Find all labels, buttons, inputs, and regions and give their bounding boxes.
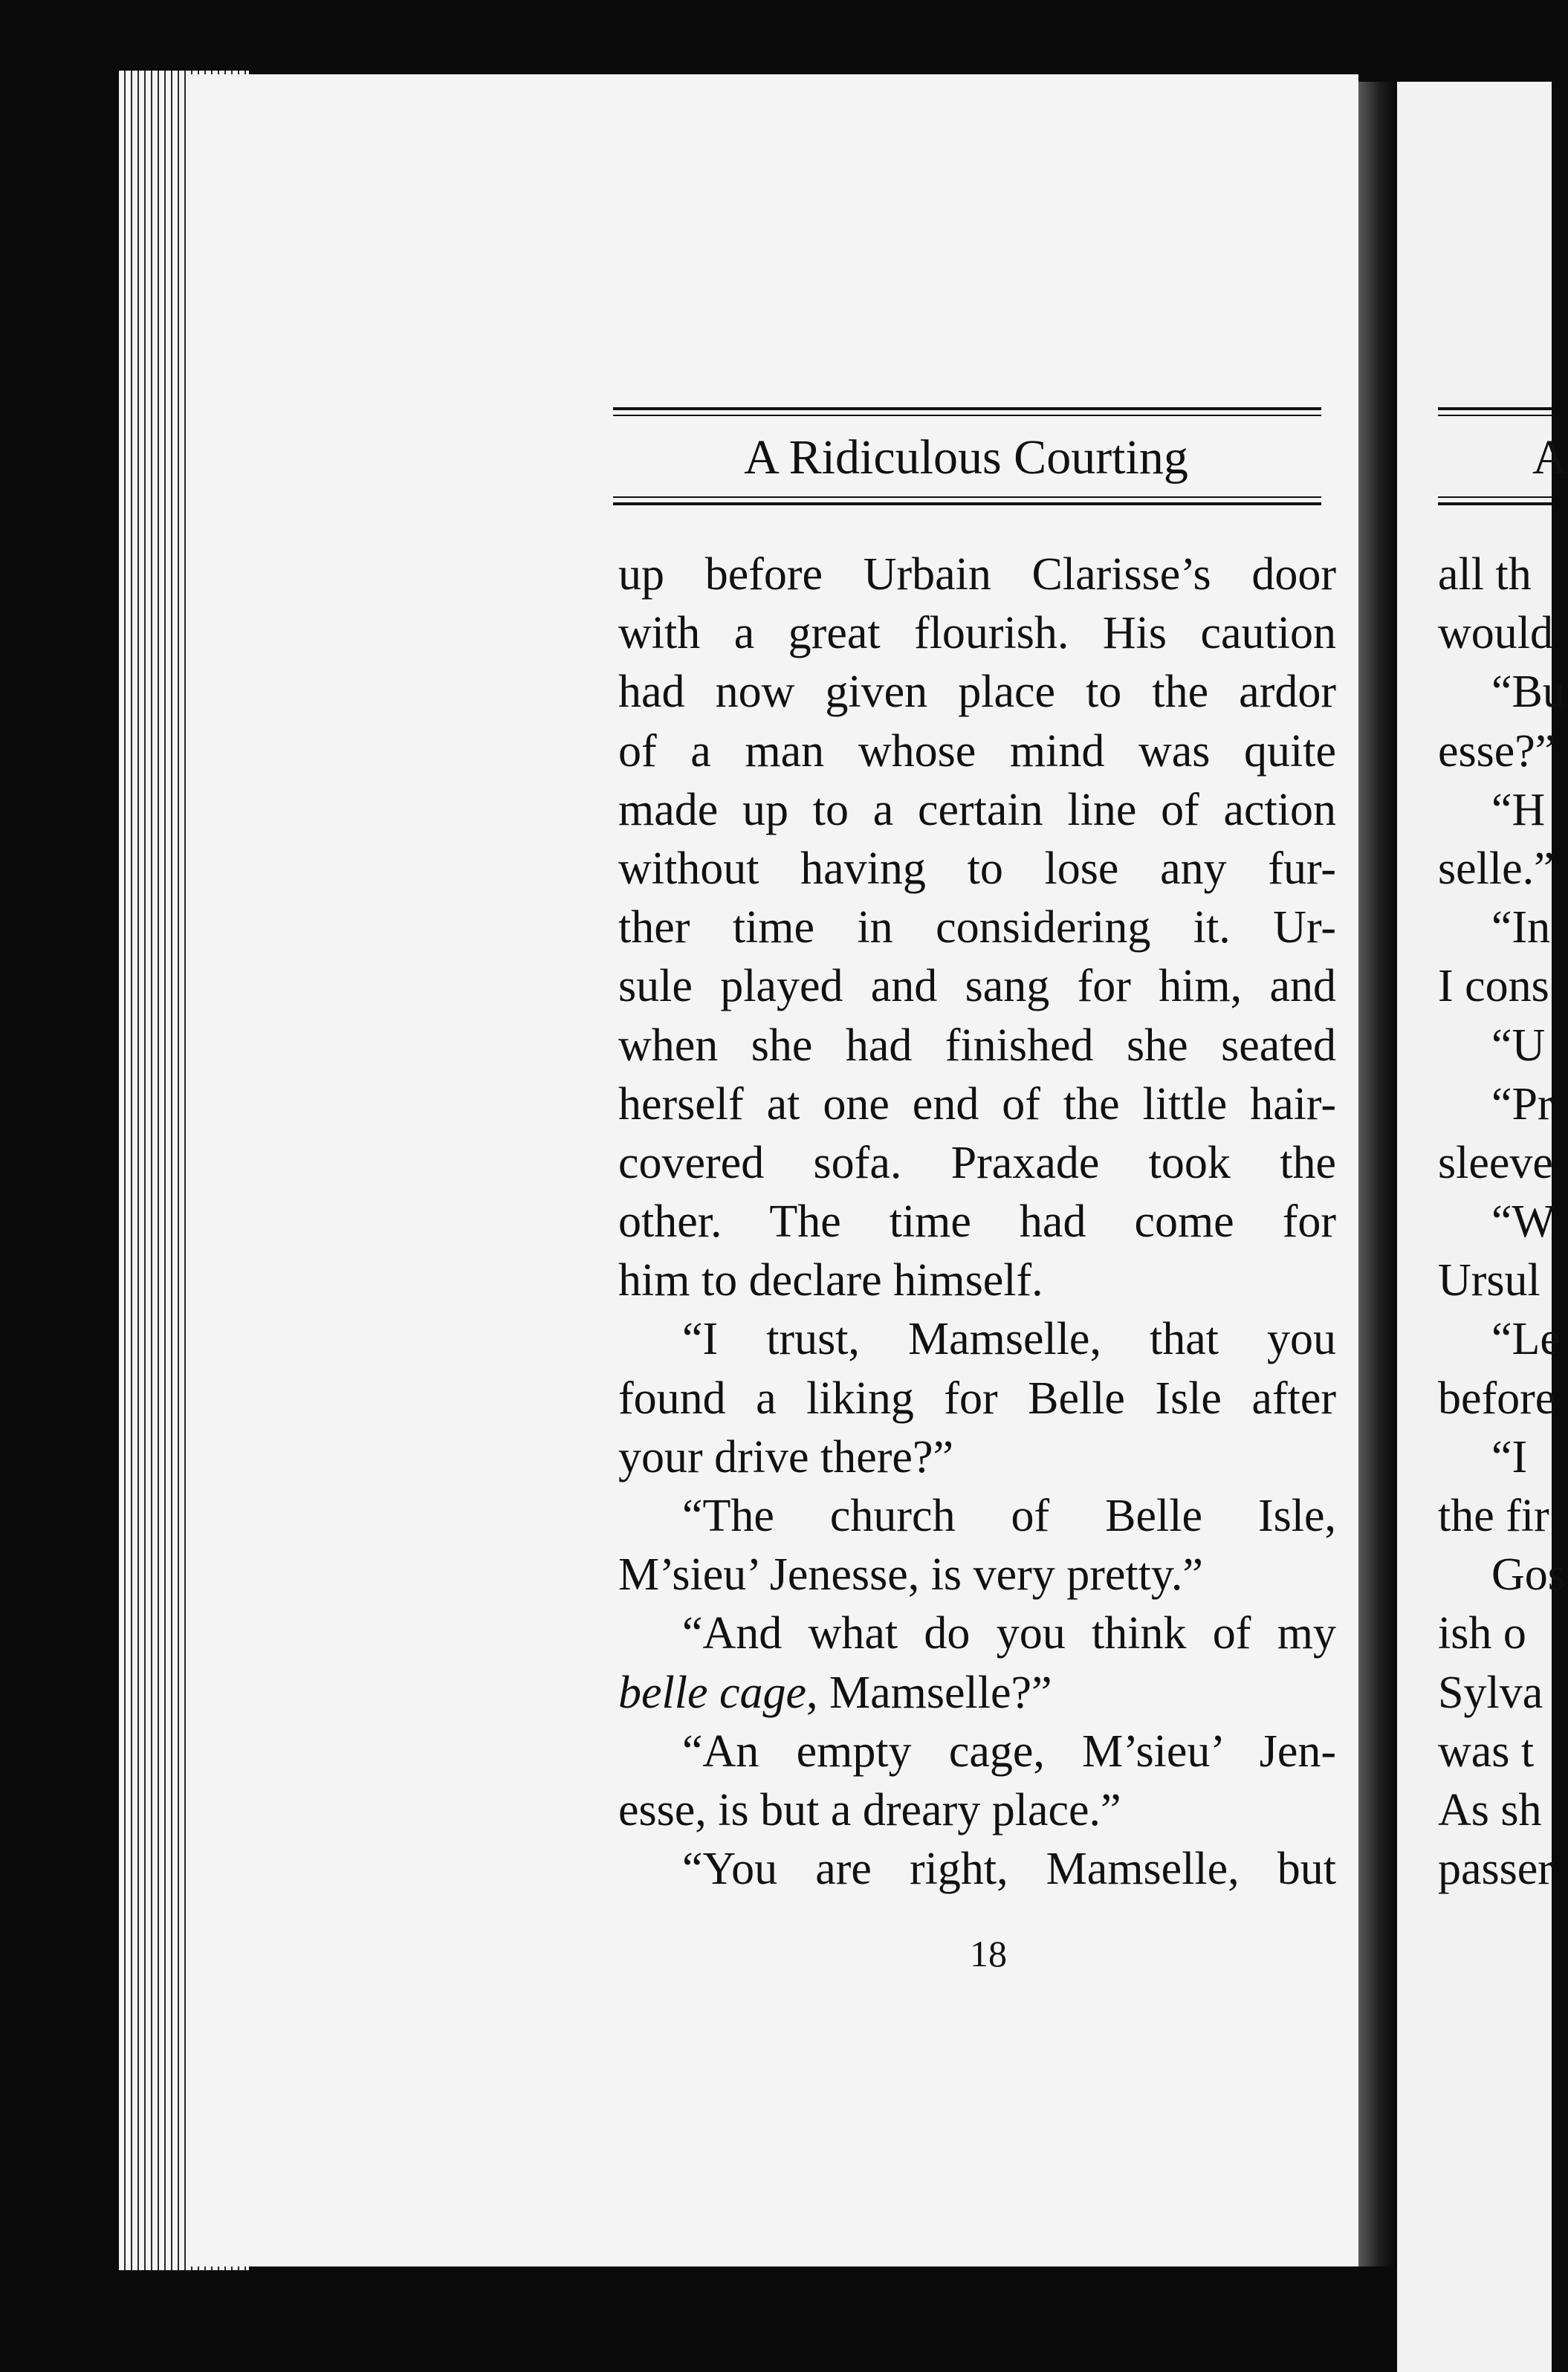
right-page-text [1438,545,1566,1899]
right-text-line: “W [1491,1196,1556,1248]
text-line [618,1251,1336,1310]
book-gutter [1358,82,1397,2266]
text-line [618,898,1336,957]
header-rule-bottom-thin [613,496,1321,498]
right-text-line: “U [1491,1020,1546,1071]
text-run: other. The time had come for [618,1196,1336,1248]
text-line [618,604,1336,663]
right-text-line: would [1438,608,1553,659]
text-line [618,1193,1336,1251]
text-line [618,1134,1336,1193]
text-line [618,1840,1336,1899]
right-text-line: “I [1491,1431,1528,1482]
text-line [618,1604,1336,1663]
text-run: herself at one end of the little hair- [618,1078,1336,1130]
header-rule-bottom [613,502,1321,505]
text-line [618,1370,1336,1428]
text-line [618,1075,1336,1134]
text-run: him to declare himself. [618,1255,1043,1306]
text-run: found a liking for Belle Isle after [618,1373,1336,1424]
text-line [618,545,1336,604]
text-line [618,663,1336,722]
right-text-line: passer [1438,1844,1553,1895]
text-run: “The church of Belle Isle, [682,1491,1336,1541]
right-text-line: Ursul [1438,1255,1541,1306]
right-text-line: sleeve [1438,1137,1553,1188]
page-number: 18 [970,1933,1007,1974]
text-line [618,1723,1336,1781]
text-run: “I trust, Mamselle, that you [682,1314,1336,1365]
text-run: when she had finished she seated [618,1020,1336,1071]
right-text-line: before [1438,1373,1556,1424]
right-text-line: esse?” [1438,725,1556,777]
right-text-line: the fir [1438,1491,1549,1541]
text-line [618,1310,1336,1369]
text-line [618,722,1336,781]
right-running-head: A [1532,430,1568,485]
right-text-line: I cons [1438,961,1549,1012]
right-header-rule-bottom [1438,502,1552,505]
running-head: A Ridiculous Courting [744,430,1188,485]
right-text-line: “In [1491,902,1551,953]
right-header-rule-top [1438,407,1552,410]
right-header-rule-top-thin [1438,415,1552,416]
text-run: sule played and sang for him, and [618,961,1336,1012]
italic-text: belle cage [618,1667,807,1718]
text-run: esse, is but a dreary place.” [618,1784,1121,1835]
text-line [618,1546,1336,1604]
header-rule-top-thin [613,415,1321,416]
text-line [618,840,1336,898]
header-rule-top [613,407,1321,410]
text-line [618,957,1336,1016]
right-header-rule-bottom-thin [1438,496,1552,498]
right-text-line: Sylva [1438,1667,1543,1718]
right-text-line: was t [1438,1725,1535,1777]
text-run: “You are right, Mamselle, but [682,1844,1336,1895]
text-line [618,1017,1336,1075]
text-line [618,1487,1336,1546]
text-run: “And what do you think of my [682,1608,1336,1659]
right-text-line: As sh [1438,1784,1542,1835]
text-run: “An empty cage, M’sieu’ Jen- [682,1725,1336,1777]
text-run: up before Urbain Clarisse’s door [618,549,1336,600]
text-run: had now given place to the ardor [618,667,1336,718]
text-run: with a great flourish. His caution [618,608,1336,659]
right-text-line: “Le [1491,1314,1561,1365]
text-line [618,781,1336,840]
text-run: made up to a certain line of action [618,784,1336,835]
text-run: M’sieu’ Jenesse, is very pretty.” [618,1549,1203,1601]
text-line [618,1664,1336,1723]
body-text [618,545,1336,1899]
right-text-line: selle.” [1438,843,1555,894]
text-run: , Mamselle?” [806,1667,1052,1718]
right-text-line: “Bu [1491,667,1566,718]
right-text-line: Gos [1491,1549,1566,1601]
text-run: ther time in considering it. Ur- [618,902,1336,953]
right-text-line: all th [1438,549,1532,600]
text-run: without having to lose any fur- [618,843,1336,894]
right-text-line: “Pr [1491,1078,1553,1130]
text-run: covered sofa. Praxade took the [618,1137,1336,1188]
right-text-line: “H [1491,784,1546,835]
text-run: of a man whose mind was quite [618,725,1336,777]
text-line [618,1428,1336,1487]
text-run: your drive there?” [618,1431,953,1482]
text-line [618,1781,1336,1840]
right-text-line: ish o [1438,1608,1526,1659]
